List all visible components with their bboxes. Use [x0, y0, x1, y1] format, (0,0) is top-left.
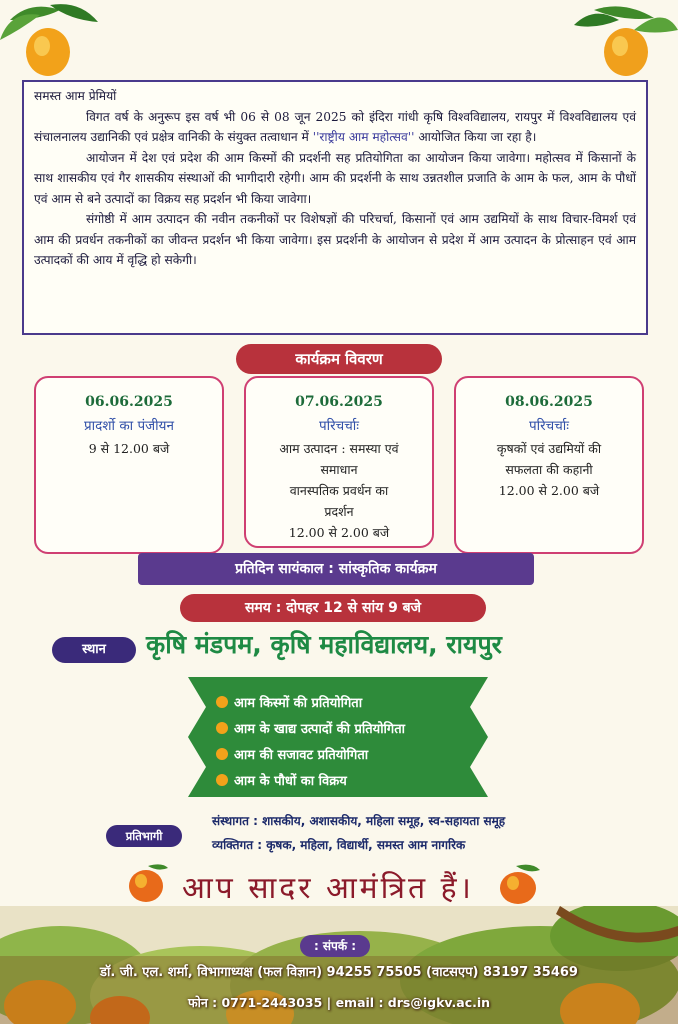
day2-heading: परिचर्चाः	[318, 418, 360, 434]
participants-institutional: संस्थागत : शासकीय, अशासकीय, महिला समूह, स्व-सहायता समूह	[212, 814, 506, 828]
program-heading: कार्यक्रम विवरण	[236, 344, 442, 374]
intro-paragraph-1-end: आयोजित किया जा रहा है।	[414, 130, 537, 144]
salutation: समस्त आम प्रेमियों	[34, 89, 117, 103]
mango-bullet-icon	[216, 696, 228, 708]
day1-date: 06.06.2025	[85, 394, 173, 410]
mango-leaves-right-illustration	[574, 0, 678, 82]
festival-name-highlight: ''राष्ट्रीय आम महोत्सव''	[312, 130, 415, 144]
venue-name: कृषि मंडपम, कृषि महाविद्यालय, रायपुर	[146, 630, 502, 659]
day3-heading: परिचर्चाः	[528, 418, 570, 434]
day2-card	[244, 376, 434, 548]
day3-line-1: कृषकों एवं उद्यमियों की	[496, 441, 602, 456]
day2-date: 07.06.2025	[295, 394, 383, 410]
participants-label: प्रतिभागी	[106, 825, 182, 847]
day3-time: 12.00 से 2.00 बजे	[498, 483, 600, 498]
contact-person: डॉ. जी. एल. शर्मा, विभागाध्यक्ष (फल विज्ञान) 94255 75505 (वाटसएप) 83197 35469	[100, 965, 578, 980]
mango-bullet-icon	[216, 722, 228, 734]
day3-topic	[456, 438, 642, 501]
day1-time: 9 से 12.00 बजे	[88, 441, 170, 456]
day1-heading: प्रादर्शो का पंजीयन	[84, 418, 174, 434]
activity-label: आम के पौधों का विक्रय	[234, 774, 347, 789]
activity-label: आम के खाद्य उत्पादों की प्रतियोगिता	[234, 722, 406, 737]
intro-paragraph-2: आयोजन में देश एवं प्रदेश की आम किस्मों की प्रदर्शनी सह प्रतियोगिता का आयोजन किया जावेगा। महोत्सव में किसानों के साथ शासकीय एवं गैर शासकीय संस्थाओं की भागीदारी रहेगी। आम की प्रदर्शनी के साथ उन्नतशील प्रजाति के आम के फल, आम के पौधों एवं आम से बने उत्पादों का विक्रय सह प्रदर्शन भी किया जावेगा।	[34, 150, 636, 206]
day3-card	[454, 376, 644, 554]
intro-paragraph-1-start: विगत वर्ष के अनुरूप इस वर्ष भी 06 से 08 जून 2025 को इंदिरा गांधी कृषि विश्वविद्यालय, रायपुर में विश्वविद्यालय एवं संचालनालय उद्यानिकी एवं प्रक्षेत्र वानिकी के संयुक्त तत्वाधान में	[34, 109, 636, 144]
invitation-text: आप सादर आमंत्रित हैं।	[182, 871, 474, 906]
activity-label: आम किस्मों की प्रतियोगिता	[234, 696, 363, 711]
evening-cultural-program-banner: प्रतिदिन सायंकाल : सांस्कृतिक कार्यक्रम	[138, 553, 534, 585]
day2-line-4: प्रदर्शन	[324, 504, 354, 519]
mango-icon-right	[496, 862, 542, 906]
participants-individual: व्यक्तिगत : कृषक, महिला, विद्यार्थी, समस्त आम नागरिक	[212, 838, 466, 852]
day2-line-3: वानस्पतिक प्रवर्धन का	[289, 483, 389, 498]
day3-line-2: सफलता की कहानी	[505, 462, 593, 477]
mango-icon-left	[126, 862, 170, 904]
contact-label: : संपर्क :	[300, 935, 370, 957]
activity-item	[216, 771, 347, 789]
day2-line-1: आम उत्पादन : समस्या एवं	[279, 441, 399, 456]
activity-item	[216, 719, 405, 737]
intro-message-box	[22, 80, 648, 335]
activity-item	[216, 745, 368, 763]
venue-label: स्थान	[52, 637, 136, 663]
mango-bullet-icon	[216, 748, 228, 760]
contact-phone-email: फोन : 0771-2443035 | email : drs@igkv.ac.in	[187, 995, 491, 1010]
day2-line-2: समाधान	[320, 462, 358, 477]
event-timing-banner: समय : दोपहर 12 से सांय 9 बजे	[180, 594, 486, 622]
activity-item	[216, 693, 362, 711]
day3-date: 08.06.2025	[505, 394, 593, 410]
activity-label: आम की सजावट प्रतियोगिता	[234, 748, 369, 763]
day2-time: 12.00 से 2.00 बजे	[288, 525, 390, 540]
intro-paragraph-3: संगोष्ठी में आम उत्पादन की नवीन तकनीकों पर विशेषज्ञों की परिचर्चा, किसानों एवं आम उद्यमियों के साथ विचार-विमर्श एवं आम की प्रवर्धन तकनीकों का जीवन्त प्रदर्शन भी किया जावेगा। इस प्रदर्शनी के आयोजन से प्रदेश में आम उत्पादन के प्रोत्साहन एवं आम उत्पादकों की आय में वृद्धि हो सकेगी।	[34, 212, 636, 267]
day2-topic	[246, 438, 432, 543]
mango-bullet-icon	[216, 774, 228, 786]
intro-paragraph-1	[34, 107, 636, 148]
mango-leaves-left-illustration	[0, 0, 100, 82]
day1-card	[34, 376, 224, 554]
